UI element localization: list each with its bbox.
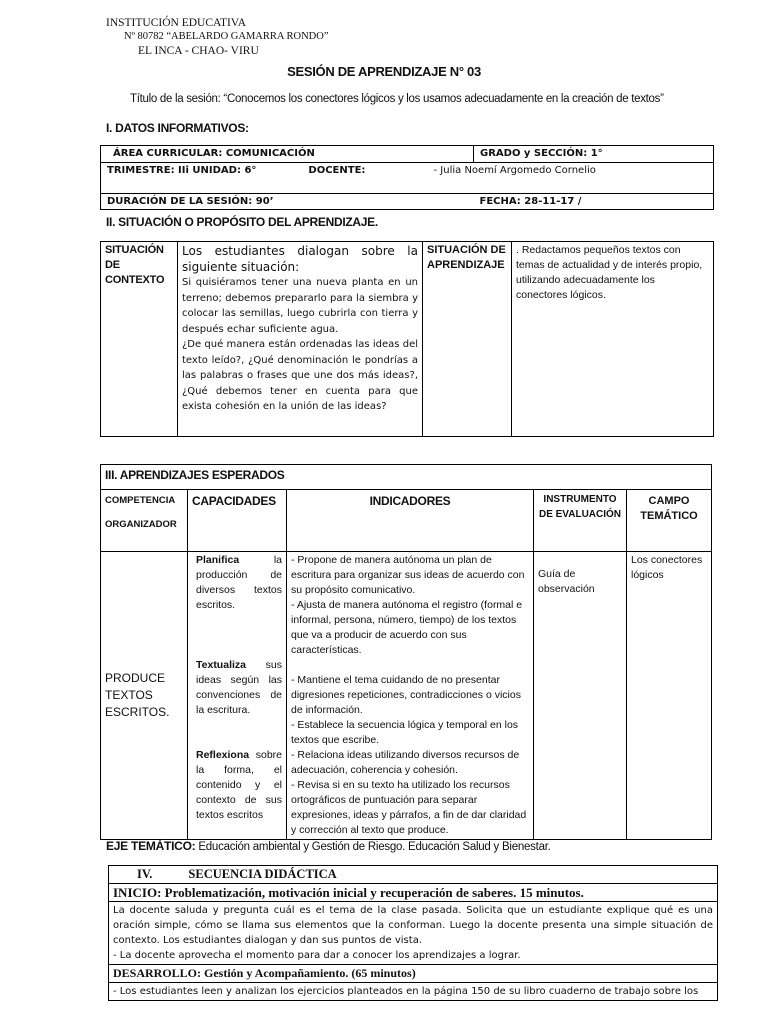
datos-table bbox=[100, 145, 714, 210]
context-label-cell bbox=[101, 242, 178, 437]
inicio-text-cell bbox=[109, 902, 718, 965]
section-4-heading-cell bbox=[109, 866, 718, 884]
aprendizaje-label-cell bbox=[423, 242, 512, 437]
aprendizaje-label-1: SITUACIÓN DE bbox=[427, 244, 506, 256]
section-3-heading-cell bbox=[101, 465, 712, 490]
school-number: Nº 80782 “ABELARDO GAMARRA RONDO” bbox=[124, 31, 329, 42]
section-3-heading: III. APRENDIZAJES ESPERADOS bbox=[105, 468, 285, 482]
capacidad-reflexiona: Reflexiona sobre la forma, el contenido y el contexto de sus textos escritos bbox=[196, 749, 282, 821]
context-questions: ¿De qué manera están ordenadas las ideas del texto leído?, ¿Qué denominación le pondrías a las palabras o frases que une dos más ideas?, ¿Qué debemos tener en cuenta para que exista cohesión en la unión de las ideas? bbox=[182, 339, 418, 412]
trimestre-cell bbox=[101, 163, 474, 194]
campo-1: Los conectores bbox=[631, 554, 703, 566]
context-label-1: SITUACIÓN bbox=[105, 244, 164, 256]
page-title: SESIÓN DE APRENDIZAJE N° 03 bbox=[287, 64, 481, 79]
desarrollo-text-cell bbox=[109, 983, 718, 1001]
section-4-heading: SECUENCIA DIDÁCTICA bbox=[188, 867, 337, 881]
indicador-2: - Ajusta de manera autónoma el registro (formal e informal, persona, número, tiempo) de los textos que va a producir de acuerdo con sus características. bbox=[291, 599, 523, 656]
instrumento-cell bbox=[534, 552, 627, 840]
docente-label: DOCENTE: bbox=[308, 165, 366, 176]
context-text: Si quisiéramos tener una nueva planta en un terreno; debemos prepararlo para la siembra y colocar las semillas, luego cubrirla con tierra y después echar suficiente agua. bbox=[182, 277, 418, 335]
indicador-4: - Establece la secuencia lógica y temporal en los textos que escribe. bbox=[291, 719, 519, 746]
section-4-num: IV. bbox=[137, 867, 153, 881]
fecha-label: FECHA: 28-11-17 / bbox=[479, 196, 582, 207]
context-intro: Los estudiantes dialogan sobre la siguiente situación: bbox=[182, 244, 418, 274]
competencia-1: PRODUCE bbox=[105, 671, 166, 685]
area-cell bbox=[101, 146, 474, 163]
docente-cell bbox=[433, 163, 714, 194]
eje-tematico bbox=[106, 839, 551, 853]
col-competencia bbox=[101, 490, 188, 552]
competencia-3: ESCRITOS. bbox=[105, 705, 170, 719]
docente-value: - Julia Noemí Argomedo Cornelio bbox=[433, 165, 596, 176]
inicio-text-2: - La docente aprovecha el momento para dar a conocer los aprendizajes a lograr. bbox=[113, 950, 521, 961]
indicador-6: - Revisa si en su texto ha utilizado los recursos ortográficos de puntuación para separar expresiones, ideas y párrafos, a fin de dar claridad y corrección al texto que produce. bbox=[291, 779, 527, 836]
session-title: Título de la sesión: “Conocemos los conectores lógicos y los usamos adecuadamente en la creación de textos” bbox=[130, 93, 664, 105]
school-name: INSTITUCIÓN EDUCATIVA bbox=[106, 17, 247, 29]
desarrollo-text: - Los estudiantes leen y analizan los ejercicios planteados en la página 150 de su libro cuaderno de trabajo sobre los bbox=[113, 986, 699, 997]
eje-text: Educación ambiental y Gestión de Riesgo. Educación Salud y Bienestar. bbox=[195, 841, 551, 853]
instrumento-1: Guía de bbox=[538, 568, 576, 580]
indicadores-cell bbox=[287, 552, 534, 840]
section-2-heading: II. SITUACIÓN O PROPÓSITO DEL APRENDIZAJE. bbox=[106, 215, 378, 229]
col-capacidades: CAPACIDADES bbox=[188, 490, 287, 552]
competencia-cell bbox=[101, 552, 188, 840]
campo-2: lógicos bbox=[631, 569, 664, 581]
indicador-3: - Mantiene el tema cuidando de no presentar digresiones repeticiones, contradicciones o vicios de información. bbox=[291, 674, 521, 716]
campo-cell bbox=[627, 552, 712, 840]
context-label-3: CONTEXTO bbox=[105, 274, 165, 286]
trimestre-label: TRIMESTRE: IIi UNIDAD: 6° bbox=[107, 165, 257, 176]
instrumento-2: observación bbox=[538, 583, 595, 595]
inicio-text: La docente saluda y pregunta cuál es el tema de la clase pasada. Solicita que un estudiante explique qué es una oración simple, cómo se llama sus elementos que la conforman. Luego la docente presenta una simple situación de contexto. Los estudiantes dialogan y dan sus puntos de vista. bbox=[113, 905, 713, 946]
aprendizaje-text-cell bbox=[512, 242, 714, 437]
area-label: ÁREA CURRICULAR: COMUNICACIÓN bbox=[113, 148, 315, 159]
col-campo-1: CAMPO bbox=[648, 495, 690, 507]
capacidad-planifica: Planifica la producción de diversos textos escritos. bbox=[196, 554, 282, 611]
col-competencia-2: ORGANIZADOR bbox=[105, 519, 177, 530]
indicador-1: - Propone de manera autónoma un plan de escritura para organizar sus ideas de acuerdo con su propósito comunicativo. bbox=[291, 554, 525, 596]
section-1-heading: I. DATOS INFORMATIVOS: bbox=[106, 121, 249, 135]
eje-label: EJE TEMÁTICO: bbox=[106, 839, 196, 853]
aprendizajes-table bbox=[100, 464, 712, 840]
capacidad-textualiza: Textualiza sus ideas según las convenciones de la escritura. bbox=[196, 659, 282, 716]
fecha-cell bbox=[474, 194, 714, 210]
desarrollo-heading: DESARROLLO: Gestión y Acompañamiento. (65 minutos) bbox=[109, 965, 718, 983]
duracion-cell bbox=[101, 194, 474, 210]
duracion-label: DURACIÓN DE LA SESIÓN: 90’ bbox=[107, 196, 274, 207]
aprendizaje-label-2: APRENDIZAJE bbox=[427, 259, 505, 271]
col-instrumento bbox=[534, 490, 627, 552]
secuencia-table bbox=[108, 865, 718, 1001]
competencia-2: TEXTOS bbox=[105, 688, 153, 702]
grado-label: GRADO y SECCIÓN: 1° bbox=[480, 148, 603, 159]
indicador-5: - Relaciona ideas utilizando diversos recursos de adecuación, coherencia y cohesión. bbox=[291, 749, 520, 776]
capacidades-cell bbox=[188, 552, 287, 840]
col-competencia-1: COMPETENCIA bbox=[105, 495, 176, 506]
col-instrumento-2: DE EVALUACIÓN bbox=[538, 509, 622, 520]
col-indicadores: INDICADORES bbox=[287, 490, 534, 552]
context-label-2: DE bbox=[105, 259, 120, 271]
col-campo-2: TEMÁTICO bbox=[640, 510, 698, 522]
inicio-heading: INICIO: Problematización, motivación inicial y recuperación de saberes. 15 minutos. bbox=[109, 884, 718, 902]
grado-cell bbox=[474, 146, 714, 163]
col-instrumento-1: INSTRUMENTO bbox=[543, 494, 617, 505]
col-campo bbox=[627, 490, 712, 552]
situacion-table bbox=[100, 241, 714, 437]
context-text-cell bbox=[178, 242, 423, 437]
aprendizaje-text: . Redactamos pequeños textos con temas de actualidad y de interés propio, utilizando adecuadamente los conectores lógicos. bbox=[516, 244, 703, 301]
school-location: EL INCA - CHAO- VIRU bbox=[138, 45, 259, 57]
